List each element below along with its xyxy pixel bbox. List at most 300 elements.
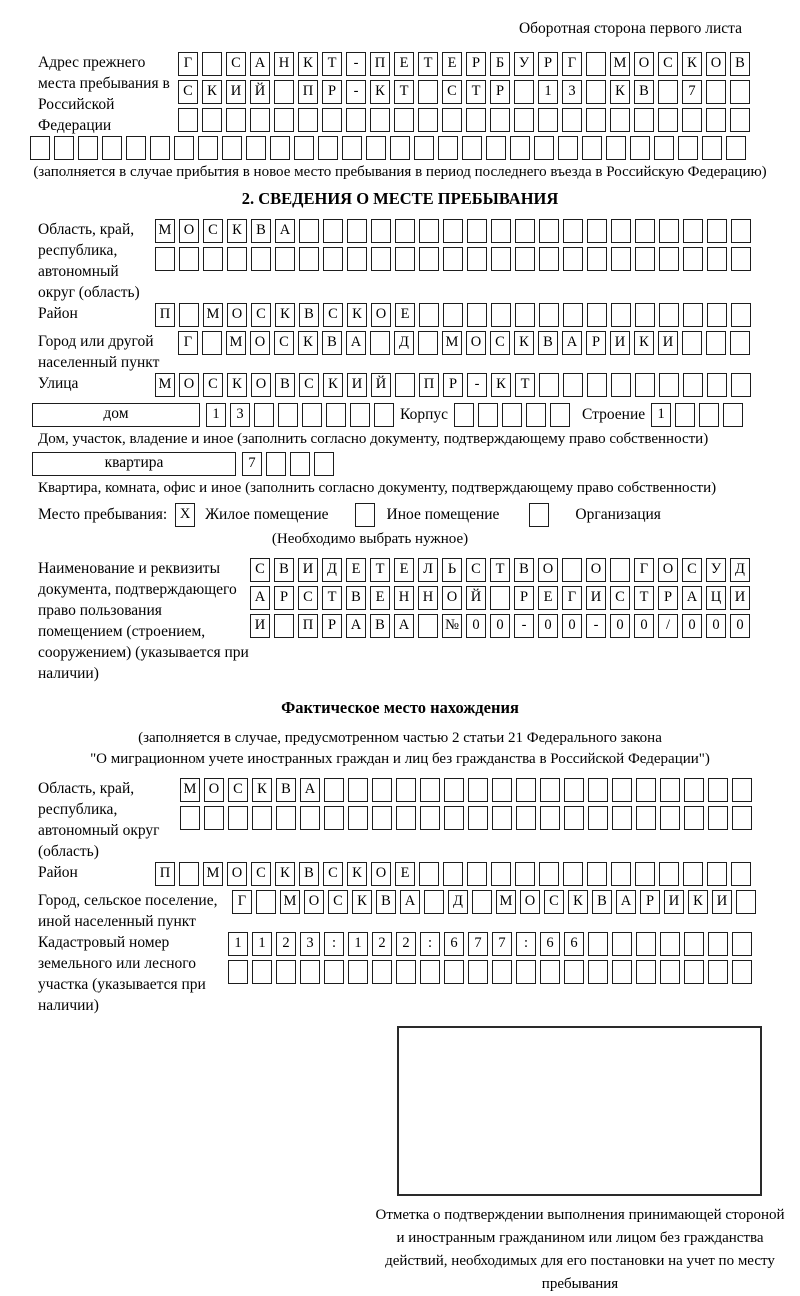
char-box[interactable] bbox=[266, 452, 286, 476]
char-box[interactable]: Т bbox=[466, 80, 486, 104]
char-box[interactable]: 0 bbox=[730, 614, 750, 638]
char-box[interactable] bbox=[514, 80, 534, 104]
char-box[interactable]: К bbox=[298, 52, 318, 76]
char-box[interactable] bbox=[526, 403, 546, 427]
char-box[interactable]: 7 bbox=[492, 932, 512, 956]
char-box[interactable] bbox=[538, 108, 558, 132]
char-box[interactable] bbox=[348, 778, 368, 802]
char-box[interactable]: М bbox=[180, 778, 200, 802]
char-box[interactable] bbox=[491, 247, 511, 271]
char-box[interactable]: Е bbox=[370, 586, 390, 610]
checkbox-zhiloe[interactable] bbox=[175, 503, 199, 527]
char-box[interactable]: Е bbox=[442, 52, 462, 76]
char-box[interactable] bbox=[478, 403, 498, 427]
char-box[interactable] bbox=[490, 108, 510, 132]
char-box[interactable]: К bbox=[227, 219, 247, 243]
char-box[interactable]: : bbox=[420, 932, 440, 956]
char-box[interactable] bbox=[390, 136, 410, 160]
char-box[interactable]: 1 bbox=[651, 403, 671, 427]
char-box[interactable]: Б bbox=[490, 52, 510, 76]
char-box[interactable]: К bbox=[202, 80, 222, 104]
char-box[interactable] bbox=[323, 247, 343, 271]
char-box[interactable]: Г bbox=[232, 890, 252, 914]
char-box[interactable]: 1 bbox=[228, 932, 248, 956]
char-box[interactable] bbox=[395, 219, 415, 243]
char-box[interactable] bbox=[675, 403, 695, 427]
char-box[interactable] bbox=[587, 303, 607, 327]
char-box[interactable] bbox=[550, 403, 570, 427]
char-box[interactable] bbox=[684, 932, 704, 956]
char-box[interactable] bbox=[732, 960, 752, 984]
char-box[interactable] bbox=[659, 219, 679, 243]
char-box[interactable] bbox=[102, 136, 122, 160]
char-box[interactable]: Р bbox=[443, 373, 463, 397]
char-box[interactable]: В bbox=[322, 331, 342, 355]
char-box[interactable] bbox=[659, 862, 679, 886]
char-box[interactable]: О bbox=[586, 558, 606, 582]
char-box[interactable] bbox=[726, 136, 746, 160]
char-box[interactable] bbox=[635, 219, 655, 243]
char-box[interactable] bbox=[683, 219, 703, 243]
char-box[interactable] bbox=[515, 862, 535, 886]
char-box[interactable]: - bbox=[346, 80, 366, 104]
char-box[interactable] bbox=[371, 219, 391, 243]
char-box[interactable] bbox=[443, 247, 463, 271]
char-box[interactable]: Г bbox=[178, 331, 198, 355]
char-box[interactable]: Т bbox=[370, 558, 390, 582]
char-box[interactable]: А bbox=[682, 586, 702, 610]
char-box[interactable]: М bbox=[280, 890, 300, 914]
char-box[interactable]: Р bbox=[658, 586, 678, 610]
char-box[interactable]: И bbox=[226, 80, 246, 104]
char-box[interactable] bbox=[468, 960, 488, 984]
char-box[interactable]: Р bbox=[514, 586, 534, 610]
char-box[interactable] bbox=[707, 862, 727, 886]
char-box[interactable]: К bbox=[347, 862, 367, 886]
char-box[interactable] bbox=[636, 806, 656, 830]
char-box[interactable] bbox=[198, 136, 218, 160]
char-box[interactable]: Р bbox=[466, 52, 486, 76]
char-box[interactable]: Г bbox=[178, 52, 198, 76]
char-box[interactable]: С bbox=[203, 219, 223, 243]
char-box[interactable] bbox=[467, 303, 487, 327]
char-box[interactable]: О bbox=[304, 890, 324, 914]
char-box[interactable] bbox=[179, 303, 199, 327]
char-box[interactable]: X bbox=[175, 503, 195, 527]
char-box[interactable]: С bbox=[178, 80, 198, 104]
char-box[interactable]: - bbox=[346, 52, 366, 76]
char-box[interactable]: Е bbox=[394, 52, 414, 76]
char-box[interactable]: М bbox=[610, 52, 630, 76]
char-box[interactable]: Л bbox=[418, 558, 438, 582]
char-box[interactable]: 1 bbox=[252, 932, 272, 956]
char-box[interactable] bbox=[290, 452, 310, 476]
char-box[interactable] bbox=[515, 219, 535, 243]
char-box[interactable] bbox=[395, 247, 415, 271]
char-box[interactable]: - bbox=[586, 614, 606, 638]
char-box[interactable] bbox=[256, 890, 276, 914]
char-box[interactable] bbox=[251, 247, 271, 271]
char-box[interactable] bbox=[563, 373, 583, 397]
char-box[interactable]: 7 bbox=[242, 452, 262, 476]
char-box[interactable] bbox=[510, 136, 530, 160]
char-box[interactable] bbox=[539, 303, 559, 327]
char-box[interactable] bbox=[582, 136, 602, 160]
char-box[interactable] bbox=[682, 331, 702, 355]
char-box[interactable]: 2 bbox=[396, 932, 416, 956]
char-box[interactable] bbox=[202, 331, 222, 355]
char-box[interactable]: 2 bbox=[372, 932, 392, 956]
char-box[interactable] bbox=[444, 806, 464, 830]
char-box[interactable]: Р bbox=[274, 586, 294, 610]
char-box[interactable] bbox=[442, 108, 462, 132]
char-box[interactable] bbox=[424, 890, 444, 914]
char-box[interactable]: - bbox=[514, 614, 534, 638]
char-box[interactable] bbox=[419, 247, 439, 271]
char-box[interactable]: С bbox=[299, 373, 319, 397]
char-box[interactable]: К bbox=[610, 80, 630, 104]
char-box[interactable]: Й bbox=[371, 373, 391, 397]
char-box[interactable]: Р bbox=[490, 80, 510, 104]
char-box[interactable] bbox=[486, 136, 506, 160]
char-box[interactable] bbox=[635, 862, 655, 886]
char-box[interactable]: В bbox=[592, 890, 612, 914]
char-box[interactable]: К bbox=[568, 890, 588, 914]
char-box[interactable] bbox=[731, 862, 751, 886]
char-box[interactable]: Д bbox=[448, 890, 468, 914]
char-box[interactable] bbox=[610, 108, 630, 132]
char-box[interactable]: 0 bbox=[634, 614, 654, 638]
char-box[interactable]: Р bbox=[538, 52, 558, 76]
char-box[interactable] bbox=[636, 960, 656, 984]
char-box[interactable] bbox=[707, 303, 727, 327]
char-box[interactable] bbox=[540, 778, 560, 802]
char-box[interactable] bbox=[396, 960, 416, 984]
char-box[interactable]: О bbox=[520, 890, 540, 914]
char-box[interactable]: И bbox=[664, 890, 684, 914]
char-box[interactable] bbox=[588, 778, 608, 802]
char-box[interactable]: О bbox=[227, 862, 247, 886]
char-box[interactable] bbox=[178, 108, 198, 132]
char-box[interactable]: В bbox=[346, 586, 366, 610]
char-box[interactable] bbox=[467, 862, 487, 886]
char-box[interactable]: Р bbox=[322, 80, 342, 104]
char-box[interactable] bbox=[707, 247, 727, 271]
char-box[interactable]: С bbox=[226, 52, 246, 76]
char-box[interactable] bbox=[444, 960, 464, 984]
char-box[interactable] bbox=[612, 806, 632, 830]
char-box[interactable] bbox=[492, 778, 512, 802]
char-box[interactable] bbox=[418, 614, 438, 638]
char-box[interactable] bbox=[294, 136, 314, 160]
char-box[interactable]: К bbox=[227, 373, 247, 397]
char-box[interactable] bbox=[699, 403, 719, 427]
char-box[interactable] bbox=[274, 108, 294, 132]
char-box[interactable] bbox=[732, 806, 752, 830]
char-box[interactable]: В bbox=[538, 331, 558, 355]
char-box[interactable] bbox=[326, 403, 346, 427]
char-box[interactable]: Т bbox=[418, 52, 438, 76]
char-box[interactable] bbox=[419, 862, 439, 886]
char-box[interactable] bbox=[371, 247, 391, 271]
char-box[interactable] bbox=[342, 136, 362, 160]
char-box[interactable] bbox=[683, 247, 703, 271]
char-box[interactable]: М bbox=[155, 373, 175, 397]
char-box[interactable]: Й bbox=[466, 586, 486, 610]
char-box[interactable] bbox=[202, 52, 222, 76]
char-box[interactable] bbox=[562, 558, 582, 582]
char-box[interactable] bbox=[355, 503, 375, 527]
char-box[interactable] bbox=[684, 960, 704, 984]
char-box[interactable]: С bbox=[274, 331, 294, 355]
char-box[interactable]: А bbox=[400, 890, 420, 914]
char-box[interactable] bbox=[324, 960, 344, 984]
char-box[interactable] bbox=[539, 219, 559, 243]
char-box[interactable] bbox=[708, 960, 728, 984]
char-box[interactable]: О bbox=[179, 219, 199, 243]
char-box[interactable]: К bbox=[514, 331, 534, 355]
char-box[interactable] bbox=[419, 303, 439, 327]
char-box[interactable] bbox=[635, 247, 655, 271]
char-box[interactable]: Д bbox=[322, 558, 342, 582]
char-box[interactable] bbox=[515, 247, 535, 271]
char-box[interactable] bbox=[252, 960, 272, 984]
char-box[interactable]: В bbox=[299, 303, 319, 327]
checkbox-org[interactable] bbox=[529, 503, 553, 527]
char-box[interactable] bbox=[467, 247, 487, 271]
char-box[interactable]: О bbox=[179, 373, 199, 397]
char-box[interactable] bbox=[683, 862, 703, 886]
char-box[interactable]: М bbox=[496, 890, 516, 914]
char-box[interactable]: Г bbox=[562, 586, 582, 610]
char-box[interactable] bbox=[732, 932, 752, 956]
char-box[interactable] bbox=[515, 303, 535, 327]
char-box[interactable] bbox=[612, 960, 632, 984]
char-box[interactable]: С bbox=[250, 558, 270, 582]
char-box[interactable] bbox=[443, 862, 463, 886]
char-box[interactable]: 3 bbox=[230, 403, 250, 427]
char-box[interactable] bbox=[374, 403, 394, 427]
char-box[interactable] bbox=[179, 862, 199, 886]
char-box[interactable] bbox=[702, 136, 722, 160]
char-box[interactable] bbox=[586, 108, 606, 132]
char-box[interactable] bbox=[612, 778, 632, 802]
char-box[interactable] bbox=[731, 303, 751, 327]
char-box[interactable]: П bbox=[370, 52, 390, 76]
char-box[interactable]: Р bbox=[322, 614, 342, 638]
char-box[interactable]: И bbox=[610, 331, 630, 355]
char-box[interactable]: Н bbox=[394, 586, 414, 610]
char-box[interactable]: С bbox=[203, 373, 223, 397]
char-box[interactable] bbox=[563, 247, 583, 271]
char-box[interactable] bbox=[228, 806, 248, 830]
char-box[interactable] bbox=[420, 806, 440, 830]
char-box[interactable] bbox=[454, 403, 474, 427]
char-box[interactable] bbox=[611, 373, 631, 397]
char-box[interactable]: Т bbox=[634, 586, 654, 610]
char-box[interactable]: В bbox=[370, 614, 390, 638]
char-box[interactable] bbox=[270, 136, 290, 160]
char-box[interactable] bbox=[708, 932, 728, 956]
char-box[interactable] bbox=[490, 586, 510, 610]
char-box[interactable] bbox=[564, 806, 584, 830]
char-box[interactable]: А bbox=[562, 331, 582, 355]
char-box[interactable] bbox=[586, 80, 606, 104]
char-box[interactable] bbox=[323, 219, 343, 243]
char-box[interactable] bbox=[418, 80, 438, 104]
char-box[interactable] bbox=[564, 778, 584, 802]
char-box[interactable] bbox=[226, 108, 246, 132]
char-box[interactable] bbox=[324, 778, 344, 802]
char-box[interactable] bbox=[274, 614, 294, 638]
char-box[interactable] bbox=[684, 778, 704, 802]
char-box[interactable]: М bbox=[442, 331, 462, 355]
char-box[interactable] bbox=[396, 806, 416, 830]
char-box[interactable] bbox=[302, 403, 322, 427]
char-box[interactable] bbox=[222, 136, 242, 160]
char-box[interactable] bbox=[731, 219, 751, 243]
char-box[interactable]: О bbox=[251, 373, 271, 397]
char-box[interactable] bbox=[563, 219, 583, 243]
char-box[interactable]: Е bbox=[538, 586, 558, 610]
char-box[interactable]: П bbox=[155, 862, 175, 886]
char-box[interactable] bbox=[420, 778, 440, 802]
char-box[interactable] bbox=[540, 960, 560, 984]
char-box[interactable] bbox=[636, 932, 656, 956]
char-box[interactable]: С bbox=[682, 558, 702, 582]
char-box[interactable] bbox=[588, 932, 608, 956]
char-box[interactable] bbox=[252, 806, 272, 830]
char-box[interactable]: О bbox=[706, 52, 726, 76]
char-box[interactable] bbox=[660, 932, 680, 956]
char-box[interactable]: 7 bbox=[468, 932, 488, 956]
char-box[interactable]: А bbox=[346, 614, 366, 638]
char-box[interactable] bbox=[588, 806, 608, 830]
char-box[interactable] bbox=[372, 806, 392, 830]
char-box[interactable]: С bbox=[544, 890, 564, 914]
char-box[interactable]: 0 bbox=[538, 614, 558, 638]
char-box[interactable] bbox=[564, 960, 584, 984]
char-box[interactable]: А bbox=[250, 52, 270, 76]
char-box[interactable]: 1 bbox=[538, 80, 558, 104]
char-box[interactable] bbox=[586, 52, 606, 76]
char-box[interactable]: Е bbox=[394, 558, 414, 582]
char-box[interactable] bbox=[468, 778, 488, 802]
char-box[interactable]: К bbox=[682, 52, 702, 76]
char-box[interactable]: Н bbox=[418, 586, 438, 610]
char-box[interactable] bbox=[78, 136, 98, 160]
char-box[interactable]: К bbox=[347, 303, 367, 327]
char-box[interactable] bbox=[516, 960, 536, 984]
char-box[interactable]: С bbox=[466, 558, 486, 582]
char-box[interactable]: 0 bbox=[706, 614, 726, 638]
char-box[interactable] bbox=[730, 108, 750, 132]
char-box[interactable] bbox=[730, 331, 750, 355]
char-box[interactable]: 3 bbox=[562, 80, 582, 104]
char-box[interactable] bbox=[155, 247, 175, 271]
char-box[interactable] bbox=[298, 108, 318, 132]
char-box[interactable]: М bbox=[203, 862, 223, 886]
char-box[interactable]: 0 bbox=[562, 614, 582, 638]
char-box[interactable] bbox=[300, 960, 320, 984]
char-box[interactable]: 0 bbox=[682, 614, 702, 638]
char-box[interactable] bbox=[467, 219, 487, 243]
char-box[interactable] bbox=[610, 558, 630, 582]
char-box[interactable] bbox=[472, 890, 492, 914]
char-box[interactable] bbox=[706, 80, 726, 104]
char-box[interactable] bbox=[736, 890, 756, 914]
char-box[interactable] bbox=[587, 862, 607, 886]
char-box[interactable] bbox=[539, 373, 559, 397]
char-box[interactable] bbox=[366, 136, 386, 160]
char-box[interactable]: К bbox=[352, 890, 372, 914]
char-box[interactable]: 6 bbox=[564, 932, 584, 956]
char-box[interactable]: Н bbox=[274, 52, 294, 76]
char-box[interactable] bbox=[394, 108, 414, 132]
char-box[interactable]: С bbox=[323, 303, 343, 327]
char-box[interactable] bbox=[54, 136, 74, 160]
char-box[interactable]: А bbox=[616, 890, 636, 914]
char-box[interactable]: В bbox=[514, 558, 534, 582]
char-box[interactable]: Й bbox=[250, 80, 270, 104]
char-box[interactable]: К bbox=[323, 373, 343, 397]
char-box[interactable] bbox=[492, 806, 512, 830]
char-box[interactable] bbox=[587, 247, 607, 271]
char-box[interactable] bbox=[516, 778, 536, 802]
char-box[interactable]: Т bbox=[490, 558, 510, 582]
char-box[interactable] bbox=[418, 331, 438, 355]
char-box[interactable]: А bbox=[300, 778, 320, 802]
char-box[interactable] bbox=[250, 108, 270, 132]
char-box[interactable]: Е bbox=[395, 303, 415, 327]
char-box[interactable] bbox=[588, 960, 608, 984]
char-box[interactable] bbox=[318, 136, 338, 160]
char-box[interactable]: П bbox=[298, 80, 318, 104]
char-box[interactable] bbox=[348, 806, 368, 830]
char-box[interactable] bbox=[491, 303, 511, 327]
char-box[interactable] bbox=[275, 247, 295, 271]
char-box[interactable] bbox=[444, 778, 464, 802]
char-box[interactable] bbox=[204, 806, 224, 830]
char-box[interactable] bbox=[539, 247, 559, 271]
char-box[interactable] bbox=[396, 778, 416, 802]
char-box[interactable] bbox=[203, 247, 223, 271]
char-box[interactable] bbox=[324, 806, 344, 830]
char-box[interactable]: У bbox=[514, 52, 534, 76]
char-box[interactable]: : bbox=[324, 932, 344, 956]
char-box[interactable]: И bbox=[730, 586, 750, 610]
char-box[interactable]: С bbox=[251, 862, 271, 886]
char-box[interactable] bbox=[658, 108, 678, 132]
char-box[interactable] bbox=[466, 108, 486, 132]
char-box[interactable] bbox=[731, 373, 751, 397]
char-box[interactable] bbox=[611, 247, 631, 271]
char-box[interactable] bbox=[660, 806, 680, 830]
char-box[interactable] bbox=[534, 136, 554, 160]
char-box[interactable] bbox=[276, 806, 296, 830]
char-box[interactable] bbox=[300, 806, 320, 830]
char-box[interactable] bbox=[562, 108, 582, 132]
char-box[interactable]: К bbox=[252, 778, 272, 802]
char-box[interactable] bbox=[491, 219, 511, 243]
char-box[interactable]: С bbox=[658, 52, 678, 76]
char-box[interactable]: Т bbox=[394, 80, 414, 104]
char-box[interactable]: О bbox=[227, 303, 247, 327]
char-box[interactable] bbox=[491, 862, 511, 886]
char-box[interactable]: В bbox=[730, 52, 750, 76]
char-box[interactable] bbox=[180, 806, 200, 830]
char-box[interactable]: Ь bbox=[442, 558, 462, 582]
